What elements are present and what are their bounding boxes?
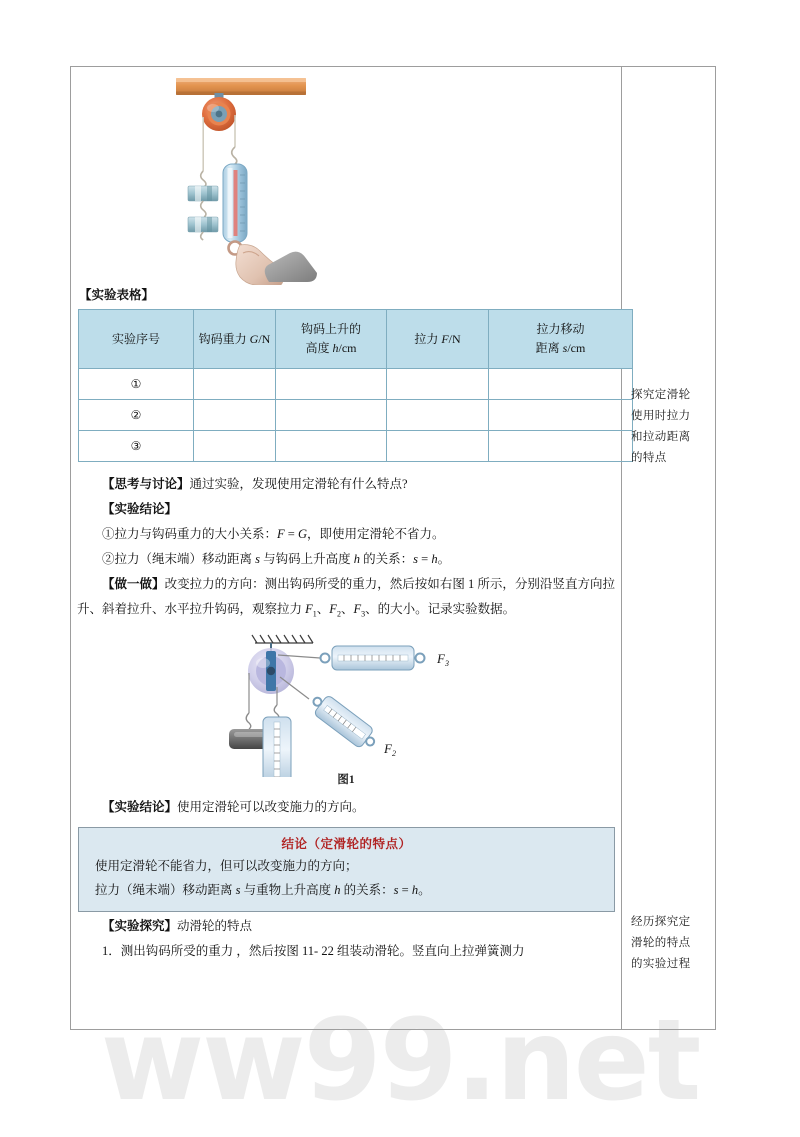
hand-icon [236,245,317,285]
cell-distance[interactable] [489,369,633,400]
discussion-paragraph: 【思考与讨论】通过实验，发现使用定滑轮有什么特点? [102,477,408,491]
table-row [79,400,633,431]
side-note-line: 探究定滑轮 [631,389,691,401]
cell-weight[interactable] [194,400,276,431]
table-section-heading: 【实验表格】 [79,288,155,302]
figure1-block [77,627,615,795]
cell-index[interactable]: ② [79,400,194,431]
conclusion-item-1: ①拉力与钩码重力的大小关系：F = G，即使用定滑轮不省力。 [102,527,445,541]
side-note-objective-2 [631,912,711,975]
activity-paragraph: 【做一做】改变拉力的方向：测出钩码所受的重力，然后按如右图 1 所示，分别沿竖直方向拉升、斜着拉升、水平拉升钩码，观察拉力 $F_1$、$F_2$、$F_3$、的大小。记录实验数据。 [77,577,615,619]
cell-distance[interactable] [489,431,633,462]
worksheet-table-frame [70,66,716,1030]
explore-step-1: 1．测出钩码所受的重力 ，然后按图 11- 22 组装动滑轮。竖直向上拉弹簧测力 [102,943,525,958]
table-row [79,431,633,462]
th-experiment-number: 实验序号 [79,310,194,369]
main-content-cell [71,67,622,1029]
conclusion-heading: 【实验结论】 [102,502,178,516]
cell-force[interactable] [387,431,489,462]
cell-height[interactable] [276,400,387,431]
fixed-pulley-icon [202,97,236,131]
th-force-f: 拉力 F/N [387,310,489,369]
figure1-label-f3: $F_3$ [437,650,449,668]
side-note-line: 和拉动距离 [631,431,691,443]
figure1-svg [77,627,616,777]
th-height-h: 钩码上升的 高度 h/cm [276,310,387,369]
conclusion-box [78,827,615,912]
side-note-line: 使用时拉力 [631,410,691,422]
explore-heading: 【实验探究】动滑轮的特点 [102,918,253,933]
figure1-label-f2: $F_2$ [384,740,396,758]
conclusion-box-title: 结论（定滑轮的特点） [281,836,412,851]
side-note-line: 滑轮的特点 [631,937,691,949]
cell-distance[interactable] [489,400,633,431]
cell-force[interactable] [387,400,489,431]
side-note-objective-1 [631,385,711,469]
conclusion-item-3: 【实验结论】使用定滑轮可以改变施力的方向。 [102,799,365,814]
spring-scale-f3-icon [321,646,425,670]
spring-scale-icon [223,147,247,255]
side-note-line: 经历探究定 [631,916,691,928]
fixed-pulley-illustration-svg [77,67,616,285]
spring-scale-f1-icon [263,705,291,777]
cell-height[interactable] [276,431,387,462]
cell-force[interactable] [387,369,489,400]
th-distance-s: 拉力移动 距离 s/cm [489,310,633,369]
table-header-row [79,310,633,369]
experiment-data-table [78,309,633,462]
side-note-line: 的特点 [631,452,667,464]
spring-scale-f2-icon [307,689,381,753]
cell-index[interactable]: ③ [79,431,194,462]
conclusion-item-2: ②拉力（绳末端）移动距离 s 与钩码上升高度 h 的关系：s = h。 [102,552,451,566]
ceiling-beam-icon [176,78,306,95]
fixed-pulley-icon [248,643,294,694]
fixed-pulley-illustration [77,67,615,285]
cell-height[interactable] [276,369,387,400]
conclusion-box-line2: 拉力（绳末端）移动距离 s 与重物上升高度 h 的关系：s = h。 [95,882,431,897]
cell-index[interactable]: ① [79,369,194,400]
cell-weight[interactable] [194,369,276,400]
conclusion-box-line1: 使用定滑轮不能省力，但可以改变施力的方向； [95,858,358,873]
th-weight-g: 钩码重力 G/N [194,310,276,369]
table-row [79,369,633,400]
watermark: ww99.net [100,996,700,1126]
side-note-line: 的实验过程 [631,958,691,970]
ceiling-hatch-icon [252,635,313,643]
side-notes-cell [622,67,715,1029]
figure1-caption: 图1 [337,773,355,786]
hook-weights-icon [188,171,218,240]
cell-weight[interactable] [194,431,276,462]
